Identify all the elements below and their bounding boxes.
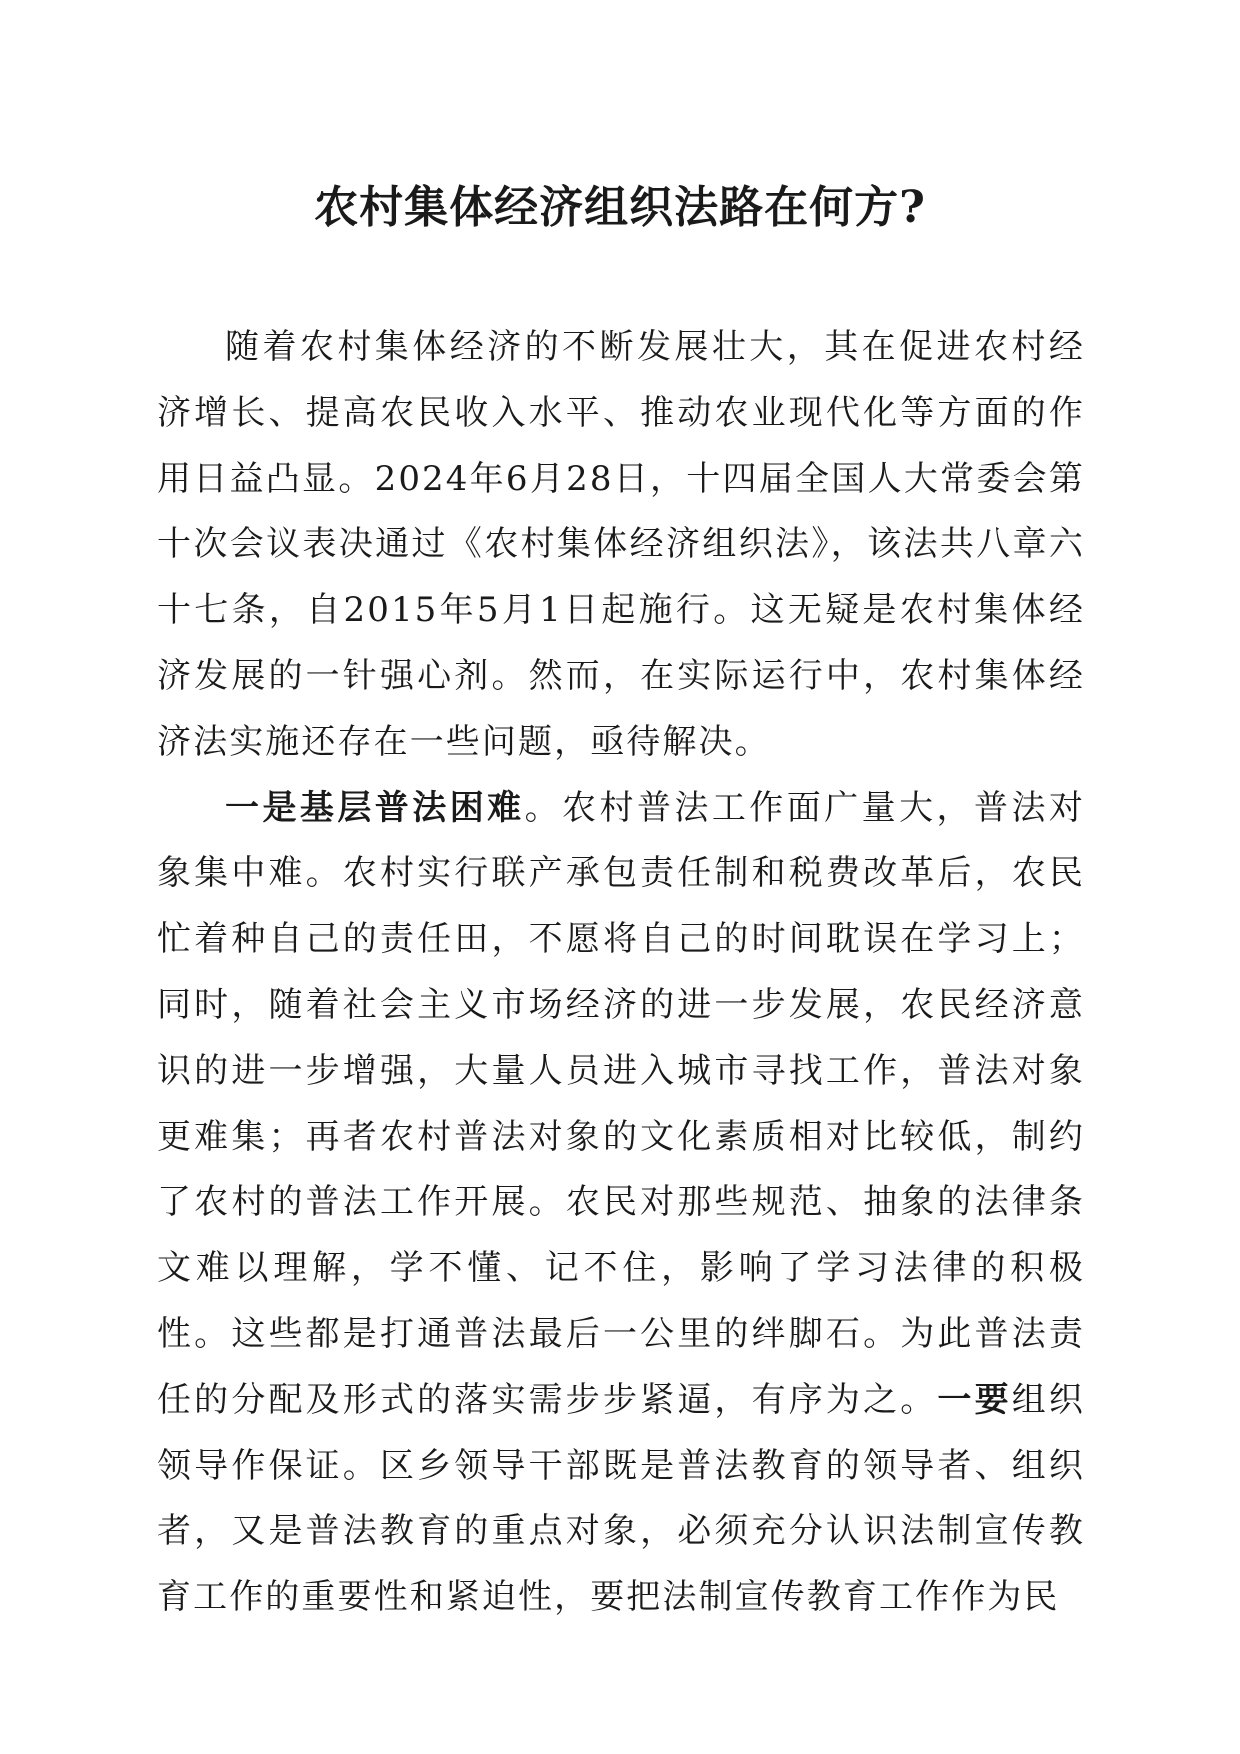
paragraph-grassroots-law [157, 776, 1085, 1631]
document-body [157, 315, 1085, 1631]
subsection-heading: 一要 [937, 1379, 1012, 1420]
section-text: 。农村普法工作面广量大，普法对象集中难。农村实行联产承包责任制和税费改革后，农民忙着种自己的责任田，不愿将自己的时间耽误在学习上；同时，随着社会主义市场经济的进一步发展，农民经济意识的进一步增强，大量人员进入城市寻找工作，普法对象更难集；再者农村普法对象的文化素质相对比较低，制约了农村的普法工作开展。农民对那些规范、抽象的法律条文难以理解，学不懂、记不住，影响了学习法律的积极性。这些都是打通普法最后一公里的绊脚石。为此普法责任的分配及形式的落实需步步紧逼，有序为之。 [157, 787, 1086, 1420]
subsection-text: 组织领导作保证。区乡领导干部既是普法教育的领导者、组织者，又是普法教育的重点对象，必须充分认识法制宣传教育工作的重要性和紧迫性，要把法制宣传教育工作作为民 [157, 1379, 1085, 1618]
paragraph-intro: 随着农村集体经济的不断发展壮大，其在促进农村经济增长、提高农民收入水平、推动农业现代化等方面的作用日益凸显。2024年6月28日，十四届全国人大常委会第十次会议表决通过《农村集体经济组织法》，该法共八章六十七条，自2015年5月1日起施行。这无疑是农村集体经济发展的一针强心剂。然而，在实际运行中，农村集体经济法实施还存在一些问题，亟待解决。 [157, 327, 1085, 762]
section-heading: 一是基层普法困难 [225, 787, 525, 828]
document-title: 农村集体经济组织法路在何方? [314, 182, 926, 233]
